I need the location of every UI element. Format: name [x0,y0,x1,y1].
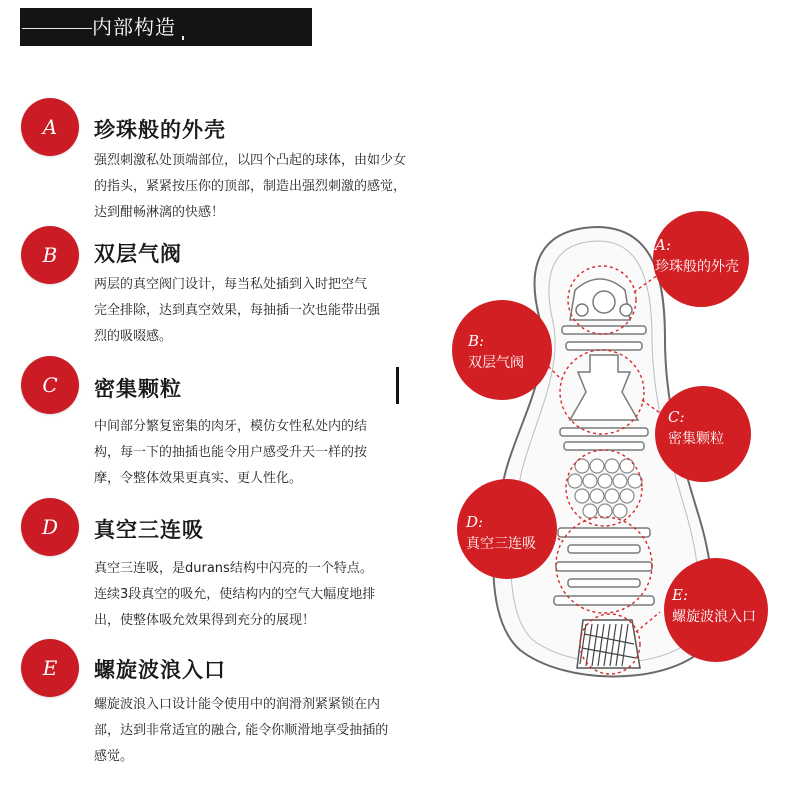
callout-b-letter: B: [468,332,485,350]
valve-rib [564,442,644,450]
nub [620,459,634,473]
nub [605,459,619,473]
vacuum-rib [558,528,650,537]
nub [590,489,604,503]
callout-a-label: 珍珠般的外壳 [655,259,739,275]
callout-b-label: 双层气阀 [468,355,524,371]
desc-line: 的指头，紧紧按压你的顶部，制造出强烈刺激的感觉， [94,179,407,194]
desc-line: 达到酣畅淋漓的快感！ [94,205,225,220]
feature-title-a: 珍珠般的外壳 [94,118,226,142]
feature-badge-e: E [21,639,79,697]
desc-line: 螺旋波浪入口设计能令使用中的润滑剂紧紧锁在内 [94,697,381,712]
feature-title-b: 双层气阀 [94,242,182,266]
feature-badge-b: B [21,226,79,284]
callout-a [655,234,739,278]
desc-line: 完全排除，达到真空效果，每抽插一次也能带出强 [94,303,381,318]
nub [568,474,582,488]
callout-c-label: 密集颗粒 [668,431,724,447]
callout-c [668,406,724,450]
callout-e [672,584,756,628]
header-tick [182,36,184,40]
callout-e-letter: E: [672,586,689,604]
nub [575,489,589,503]
nub [598,474,612,488]
callout-c-letter: C: [668,408,685,426]
desc-line: 烈的吸啜感。 [94,329,173,344]
feature-desc-c [94,414,454,492]
feature-title-e: 螺旋波浪入口 [94,658,226,682]
feature-badge-d: D [21,498,79,556]
valve-rib [562,326,646,334]
vacuum-rib [556,562,652,571]
callout-d [466,511,536,555]
desc-line: 出，使整体吸允效果得到充分的展现！ [94,613,316,628]
nub [628,474,642,488]
pearl-ball [620,304,632,316]
desc-line: 感觉。 [94,749,134,764]
desc-line: 部，达到非常适宜的融合, 能令你顺滑地享受抽插的 [94,723,389,738]
desc-line: 摩，令整体效果更真实、更人性化。 [94,471,303,486]
nub [598,504,612,518]
valve-rib [560,428,648,436]
nub [590,459,604,473]
feature-badge-a: A [21,98,79,156]
desc-line: 真空三连吸，是durans结构中闪亮的一个特点。 [94,561,373,576]
callout-d-letter: D: [466,513,484,531]
feature-desc-e [94,692,454,770]
desc-line: 两层的真空阀门设计，每当私处插到入时把空气 [94,277,368,292]
nub [583,474,597,488]
feature-title-c: 密集颗粒 [94,377,182,401]
feature-badge-c: C [21,356,79,414]
feature-desc-a [94,148,454,226]
feature-desc-d [94,556,454,634]
nub [620,489,634,503]
vacuum-rib [568,579,640,587]
section-title: 内部构造 [92,15,176,39]
header-rule [22,28,92,29]
desc-line: 中间部分繁复密集的肉牙，模仿女性私处内的结 [94,419,368,434]
desc-line: 连续3段真空的吸允，使结构内的空气大幅度地排 [94,587,376,602]
nub [613,474,627,488]
valve-rib [566,342,642,350]
divider-bar [396,367,399,404]
feature-desc-b [94,272,454,350]
vacuum-rib [568,545,640,553]
callout-e-label: 螺旋波浪入口 [672,609,756,625]
callout-b [468,330,524,374]
callout-a-letter: A: [655,236,671,254]
desc-line: 强烈刺激私处顶端部位，以四个凸起的球体，由如少女 [94,153,407,168]
callout-d-label: 真空三连吸 [466,536,536,552]
spiral-entrance [577,620,640,668]
nub [605,489,619,503]
nub [613,504,627,518]
nub [583,504,597,518]
pearl-ball [593,291,615,313]
feature-title-d: 真空三连吸 [94,518,204,542]
nub [575,459,589,473]
desc-line: 构，每一下的抽插也能令用户感受升天一样的按 [94,445,368,460]
pearl-ball [576,304,588,316]
